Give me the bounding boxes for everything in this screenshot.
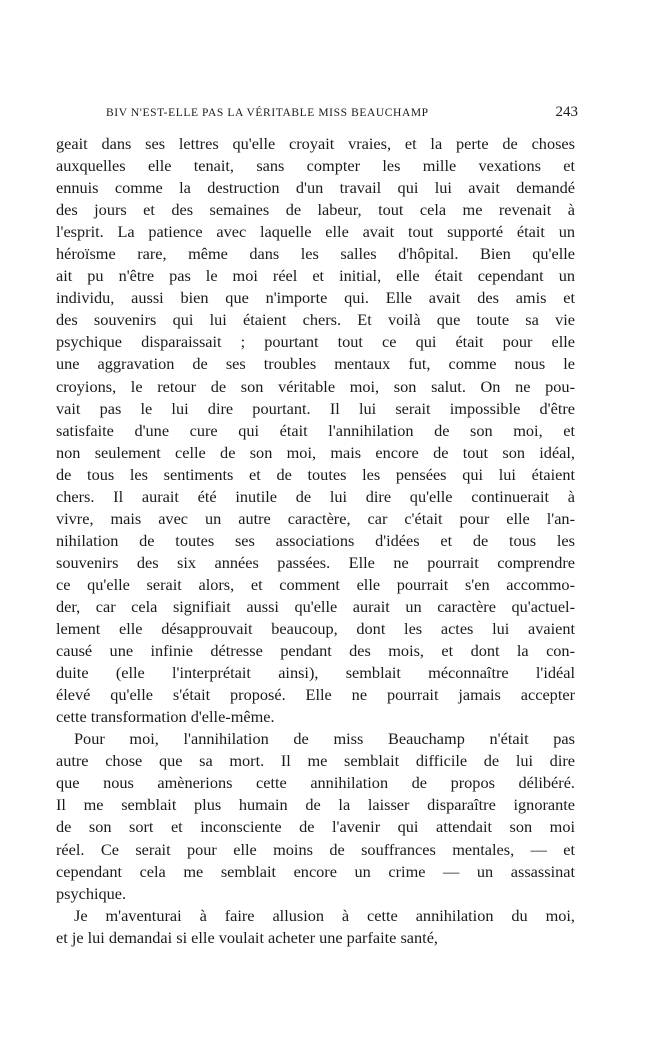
- text-line: croyions, le retour de son véritable moi, son salut. On ne pou-: [56, 376, 575, 396]
- text-line: chers. Il aurait été inutile de lui dire qu'elle continuerait à: [56, 486, 575, 506]
- text-line: que nous amènerions cette annihilation de propos délibéré.: [56, 773, 575, 793]
- text-line: vivre, mais avec un autre caractère, car c'était pour elle l'an-: [56, 508, 575, 528]
- text-line: auxquelles elle tenait, sans compter les mille vexations et: [56, 156, 575, 176]
- text-line: élevé qu'elle s'était proposé. Elle ne pourrait jamais accepter: [56, 685, 575, 705]
- page-number: 243: [555, 104, 578, 120]
- text-line: et je lui demandai si elle voulait acheter une parfaite santé,: [56, 927, 438, 947]
- text-line: l'esprit. La patience avec laquelle elle avait tout supporté était un: [56, 222, 575, 242]
- text-line: duite (elle l'interprétait ainsi), semblait méconnaître l'idéal: [56, 663, 575, 683]
- text-line: non seulement celle de son moi, mais encore de tout son idéal,: [56, 442, 575, 462]
- text-line: der, car cela signifiait aussi qu'elle aurait un caractère qu'actuel-: [56, 596, 575, 616]
- text-line: ait pu n'être pas le moi réel et initial, elle était cependant un: [56, 266, 575, 286]
- text-line: de tous les sentiments et de toutes les pensées qui lui étaient: [56, 464, 575, 484]
- text-line: psychique disparaissait ; pourtant tout ce qui était pour elle: [56, 332, 575, 352]
- text-line: nihilation de toutes ses associations d'idées et de tous les: [56, 530, 575, 550]
- text-line: ennuis comme la destruction d'un travail qui lui avait demandé: [56, 178, 575, 198]
- text-line: lement elle désapprouvait beaucoup, dont les actes lui avaient: [56, 619, 575, 639]
- text-line: Je m'aventurai à faire allusion à cette annihilation du moi,: [74, 905, 575, 925]
- text-line: des jours et des semaines de labeur, tout cela me revenait à: [56, 200, 575, 220]
- text-line: de son sort et inconsciente de l'avenir qui attendait son moi: [56, 817, 575, 837]
- text-line: Il me semblait plus humain de la laisser disparaître ignorante: [56, 795, 575, 815]
- text-line: réel. Ce serait pour elle moins de souffrances mentales, — et: [56, 839, 575, 859]
- paragraph: [56, 133, 575, 728]
- paragraph: [56, 728, 575, 904]
- text-line: cette transformation d'elle-même.: [56, 707, 275, 727]
- text-line: geait dans ses lettres qu'elle croyait vraies, et la perte de choses: [56, 134, 575, 153]
- text-line: satisfaite d'une cure qui était l'annihilation de son moi, et: [56, 420, 575, 440]
- page-header: [56, 104, 578, 121]
- text-line: des souvenirs qui lui étaient chers. Et voilà que toute sa vie: [56, 310, 575, 330]
- text-line: vait pas le lui dire pourtant. Il lui serait impossible d'être: [56, 398, 575, 418]
- running-head: BIV N'EST-ELLE PAS LA VÉRITABLE MISS BEAUCHAMP: [106, 107, 429, 119]
- text-line: ce qu'elle serait alors, et comment elle pourrait s'en accommo-: [56, 574, 575, 594]
- text-line: souvenirs des six années passées. Elle ne pourrait comprendre: [56, 552, 575, 572]
- text-line: cependant cela me semblait encore un crime — un assassinat: [56, 861, 575, 881]
- body-text: [56, 133, 575, 949]
- text-line: Pour moi, l'annihilation de miss Beauchamp n'était pas: [74, 729, 575, 749]
- text-line: autre chose que sa mort. Il me semblait difficile de lui dire: [56, 751, 575, 771]
- text-line: individu, aussi bien que n'importe qui. Elle avait des amis et: [56, 288, 575, 308]
- text-line: psychique.: [56, 883, 127, 903]
- text-line: causé une infinie détresse pendant des mois, et dont la con-: [56, 641, 575, 661]
- text-line: une aggravation de ses troubles mentaux fut, comme nous le: [56, 354, 575, 374]
- paragraph: [56, 905, 575, 949]
- text-line: héroïsme rare, même dans les salles d'hôpital. Bien qu'elle: [56, 244, 575, 264]
